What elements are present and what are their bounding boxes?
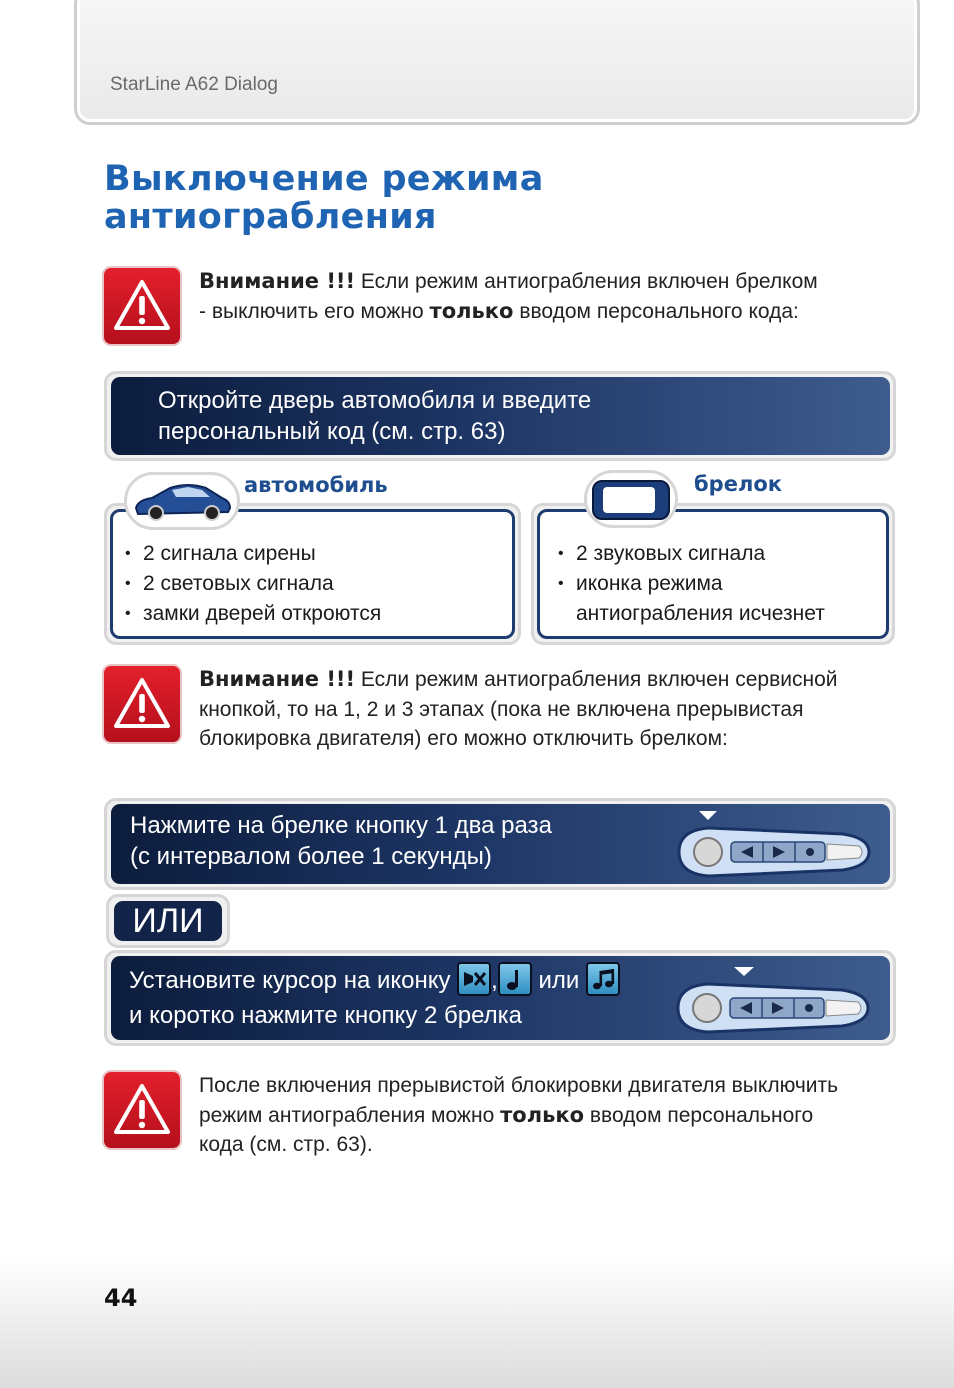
fob-card [537, 509, 889, 639]
warning-body: Если режим антиограбления включен сервисной кнопкой, то на 1, 2 и 3 этапах (пока не включена прерывистая блокировка двигателя) его можно отключить брелком: [199, 668, 838, 750]
warning-body: После включения прерывистой блокировки двигателя выключить режим антиограбления можно [199, 1074, 839, 1127]
page-title [104, 160, 544, 236]
double-note-mode-icon [586, 962, 620, 996]
warning-icon [104, 268, 180, 344]
page-number: 44 [104, 1284, 138, 1312]
warning-body: Если режим антиограбления включен брелком - выключить его можно [199, 270, 818, 323]
emphasis: только [500, 1102, 585, 1127]
warning-label: Внимание !!! [199, 269, 356, 293]
instruction-banner-3 [111, 956, 890, 1040]
car-icon-bubble [124, 472, 240, 530]
page-title-line1: Выключение режима [104, 159, 544, 199]
or-label: ИЛИ [114, 901, 222, 941]
warning-text-1 [199, 267, 819, 326]
emphasis: только [429, 298, 514, 323]
banner-text: , [491, 967, 498, 994]
warning-body-end: вводом персонального кода (см. стр. 63). [199, 1103, 814, 1156]
warning-body-end: вводом персонального кода: [513, 299, 799, 323]
single-note-mode-icon [498, 962, 532, 996]
instruction-banner-1 [111, 377, 890, 455]
page-footer-gradient [0, 1258, 954, 1388]
car-icon [130, 478, 234, 524]
product-title: StarLine A62 Dialog [110, 74, 278, 95]
warning-label: Внимание !!! [199, 667, 356, 691]
banner-text: или [531, 967, 586, 994]
banner-line [129, 964, 620, 999]
instruction-banner-2 [111, 804, 890, 884]
warning-icon [104, 666, 180, 742]
banner-line: Нажмите на брелке кнопку 1 два раза [130, 812, 552, 839]
list-item: • 2 звуковых сигнала [558, 539, 883, 569]
banner-line: и коротко нажмите кнопку 2 брелка [129, 1001, 523, 1029]
keyfob-button-2-illustration [674, 966, 874, 1040]
page-title-line2: антиограбления [104, 197, 437, 237]
list-item: • иконка режима антиограбления исчезнет [558, 569, 883, 629]
car-card-label: автомобиль [244, 473, 388, 497]
banner-line: Откройте дверь автомобиля и введите [158, 387, 592, 414]
fob-card-label: брелок [694, 472, 782, 496]
list-item: • замки дверей откроются [125, 599, 381, 629]
list-item: • 2 световых сигнала [125, 569, 381, 599]
warning-text-3 [199, 1071, 859, 1160]
fob-icon [589, 475, 673, 523]
warning-icon [104, 1072, 180, 1148]
list-item: • 2 сигнала сирены [125, 539, 381, 569]
banner-text: Установите курсор на иконку [129, 967, 458, 994]
header-panel [74, 0, 920, 125]
banner-line: персональный код (см. стр. 63) [158, 418, 506, 445]
fob-icon-bubble [584, 470, 678, 528]
keyfob-button-1-illustration [675, 810, 875, 880]
or-divider [106, 894, 230, 948]
alarm-off-mode-icon [457, 962, 491, 996]
banner-line: (с интервалом более 1 секунды) [130, 843, 492, 870]
warning-text-2 [199, 665, 849, 754]
